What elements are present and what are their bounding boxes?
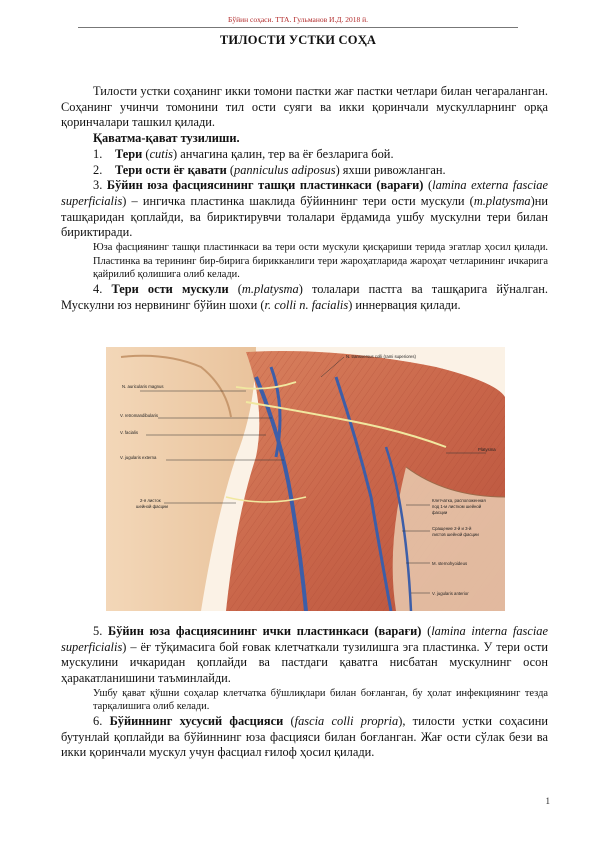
item-rest: ) толалари пастга ва ташқарига йўналган. Мускулни юз нервининг бўйин шохи ( <box>61 281 548 312</box>
item-rest-2: )ни ташқаридан қоплайди, ва бириктирувчи толалари ёрдамида ушбу мускулни тери билан бириктиради. <box>61 193 548 240</box>
item-rest-2: ) иннервация қилади. <box>348 297 461 312</box>
item-latin: cutis <box>149 146 173 161</box>
item-term: Тери ости мускули <box>111 281 229 296</box>
text-block-top <box>61 84 548 313</box>
item-term: Бўйин юза фасциясининг ташқи пластинкаси (варағи) <box>106 178 424 193</box>
label-fascia-left-2: шейной фасции <box>136 504 168 509</box>
item-latin: lamina interna fasciae superficialis <box>61 624 548 654</box>
item-sep: ( <box>226 162 235 177</box>
label-fusion-1: Сращение 2-й и 3-й <box>432 526 472 531</box>
item-number: 5. <box>93 624 103 638</box>
item-latin-2: r. colli n. facialis <box>264 297 349 312</box>
item-number: 3. <box>93 178 103 193</box>
list-item-3 <box>61 178 548 241</box>
layers-heading-text: Қаватма-қават тузилиши. <box>93 131 240 146</box>
running-header: Бўйин соҳаси. ТТА. Гульманов И.Д. 2018 й. <box>228 15 368 24</box>
item-number: 6. <box>93 714 103 728</box>
label-anterior-jugular: V. jugularis anterior <box>432 591 469 596</box>
label-cellular-3: фасции <box>432 510 448 515</box>
label-platysma: Platysma <box>478 447 496 452</box>
item-sep: ( <box>423 178 433 193</box>
item-rest: ) анчагина қалин, тер ва ёғ безларига бой. <box>172 146 394 161</box>
item-latin: fascia colli propria <box>294 714 399 728</box>
header-rule <box>78 27 518 28</box>
label-sternohyoid: M. sternohyoideus <box>432 561 468 566</box>
item-latin-2: m.platysma <box>473 193 531 208</box>
label-cellular-1: Клетчатка, расположенная <box>432 498 486 503</box>
item-rest: ) яхши ривожланган. <box>335 162 446 177</box>
item-term: Тери ости ёғ қавати <box>115 162 227 177</box>
item-latin: lamina externa fasciae superficialis <box>61 178 548 208</box>
label-retromandibular-vein: V. retromandibularis <box>120 413 159 418</box>
list-item-5 <box>61 624 548 687</box>
list-item-6 <box>61 714 548 761</box>
item-sep: ( <box>421 624 432 638</box>
list-item-2 <box>61 163 548 179</box>
label-auricular-nerve: N. auricularis magnus <box>122 384 164 389</box>
page-number: 1 <box>545 796 550 806</box>
layers-heading <box>61 131 548 147</box>
item-rest: ) – ёғ тўқимасига бой ғовак клетчаткали тузилишга эга пластинка. У тери ости мускулини ичкаридан қоплайди ва пастдаги қаватга нисбатан мускулнинг осон ҳаракатланишини таъминлайди. <box>61 639 548 686</box>
item-latin: panniculus adiposus <box>234 162 336 177</box>
list-item-1 <box>61 147 548 163</box>
item-sep: ( <box>142 146 150 161</box>
item-number: 2. <box>93 162 103 177</box>
label-fusion-2: листов шейной фасции <box>432 532 479 537</box>
item-rest: ), тилости устки соҳасини бутунлай қоплайди ва бўйиннинг юза фасцияси билан боғланган. Жағ ости сўлак бези ва икки қоринчали мускул учун фасциал ғилоф ҳосил қилади. <box>61 714 548 760</box>
item-rest: ) – ингичка пластинка шаклида бўйиннинг тери ости мускули ( <box>122 193 474 208</box>
item-number: 1. <box>93 146 103 161</box>
anatomy-illustration <box>106 347 505 611</box>
label-external-jugular: V. jugularis externa <box>120 455 157 460</box>
label-fascia-left-1: 2-я листок <box>140 498 161 503</box>
text-block-bottom <box>61 624 548 761</box>
item-term: Бўйин юза фасциясининг ички пластинкаси (варағи) <box>108 624 422 638</box>
item-latin: m.platysma <box>241 281 299 296</box>
item-sep: ( <box>283 714 295 728</box>
item-term: Бўйиннинг хусусий фасцияси <box>109 714 284 728</box>
label-transverse-nerve: N. transversus colli (rami superiores) <box>346 354 416 359</box>
intro-paragraph: Тилости устки соҳанинг икки томони пастки жағ пастки четлари билан чегараланган. Соҳанинг учинчи томонини тил ости суяги ва икки қоринчали мускулларнинг орқа қоринчалари ташкил қилади. <box>61 84 548 130</box>
note-1: Юза фасциянинг ташқи пластинкаси ва тери ости мускули қисқариши терида эгатлар ҳосил қилади. Пластинка ва терининг бир-бирига бирикканлиги тери жароҳатларида жароҳат четларининг ичкарига қайрилиб қолишига олиб келади. <box>93 242 548 281</box>
item-number: 4. <box>93 281 103 296</box>
page-title: ТИЛОСТИ УСТКИ СОҲА <box>219 33 377 47</box>
item-term: Тери <box>115 146 143 161</box>
list-item-4 <box>61 282 548 313</box>
label-facial-vein: V. facialis <box>120 430 138 435</box>
item-sep: ( <box>228 281 242 296</box>
label-cellular-2: под 1-м листком шейной <box>432 504 482 509</box>
note-2: Ушбу қават қўшни соҳалар клетчатка бўшлиқлари билан боғланган, бу ҳолат инфекциянинг тезда тарқалишига олиб келади. <box>93 687 548 713</box>
